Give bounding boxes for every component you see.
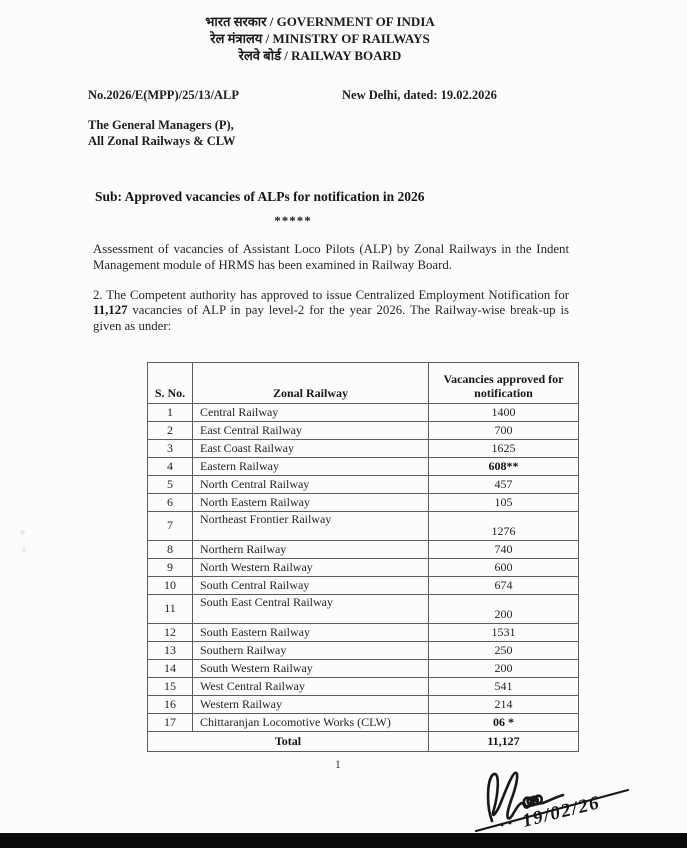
cell-vacancies-approved: 200 — [429, 594, 579, 623]
table-header-row — [148, 362, 579, 403]
header-vacancies-approved: Vacancies approved for notification — [429, 362, 579, 403]
cell-zonal-railway: North Central Railway — [193, 475, 429, 493]
star-separator: ***** — [274, 213, 312, 228]
cell-zonal-railway: East Coast Railway — [193, 439, 429, 457]
total-value: 11,127 — [429, 731, 579, 751]
table-row — [148, 695, 579, 713]
cell-vacancies-approved: 1276 — [429, 511, 579, 540]
page-number: 1 — [335, 759, 341, 771]
cell-zonal-railway: Eastern Railway — [193, 457, 429, 475]
paragraph-2 — [93, 288, 569, 335]
table-row — [148, 475, 579, 493]
cell-serial-number: 15 — [148, 677, 193, 695]
header-sno: S. No. — [148, 362, 193, 403]
table-row — [148, 641, 579, 659]
cell-serial-number: 14 — [148, 659, 193, 677]
table-row — [148, 594, 579, 623]
cell-zonal-railway: Central Railway — [193, 403, 429, 421]
paragraph-2-prefix: 2. The Competent authority has approved to issue Centralized Employment Notification for — [93, 287, 569, 302]
reference-row — [0, 88, 687, 104]
table-row — [148, 713, 579, 731]
subject-line: Sub: Approved vacancies of ALPs for notification in 2026 — [95, 189, 425, 204]
cell-vacancies-approved: 1400 — [429, 403, 579, 421]
addressee-line-1: The General Managers (P), — [88, 118, 234, 132]
cell-vacancies-approved: 06 * — [429, 713, 579, 731]
cell-serial-number: 6 — [148, 493, 193, 511]
cell-vacancies-approved: 1625 — [429, 439, 579, 457]
cell-serial-number: 17 — [148, 713, 193, 731]
cell-zonal-railway: East Central Railway — [193, 421, 429, 439]
cell-zonal-railway: West Central Railway — [193, 677, 429, 695]
cell-serial-number: 3 — [148, 439, 193, 457]
header-zonal-railway: Zonal Railway — [193, 362, 429, 403]
cell-serial-number: 11 — [148, 594, 193, 623]
cell-serial-number: 12 — [148, 623, 193, 641]
table-row — [148, 493, 579, 511]
cell-serial-number: 5 — [148, 475, 193, 493]
cell-vacancies-approved: 700 — [429, 421, 579, 439]
table-row — [148, 677, 579, 695]
total-label: Total — [148, 731, 429, 751]
letterhead — [0, 0, 640, 64]
table-row — [148, 403, 579, 421]
table-row — [148, 659, 579, 677]
table-row — [148, 457, 579, 475]
cell-zonal-railway: Northern Railway — [193, 540, 429, 558]
cell-serial-number: 13 — [148, 641, 193, 659]
cell-serial-number: 16 — [148, 695, 193, 713]
cell-zonal-railway: Western Railway — [193, 695, 429, 713]
cell-zonal-railway: South Central Railway — [193, 576, 429, 594]
scan-smudge — [20, 530, 25, 535]
table-row — [148, 511, 579, 540]
table-row — [148, 421, 579, 439]
cell-zonal-railway: Chittaranjan Locomotive Works (CLW) — [193, 713, 429, 731]
cell-zonal-railway: Southern Railway — [193, 641, 429, 659]
place-and-date: New Delhi, dated: 19.02.2026 — [342, 88, 497, 102]
cell-vacancies-approved: 457 — [429, 475, 579, 493]
cell-vacancies-approved: 105 — [429, 493, 579, 511]
cell-serial-number: 8 — [148, 540, 193, 558]
cell-serial-number: 10 — [148, 576, 193, 594]
cell-zonal-railway: South Western Railway — [193, 659, 429, 677]
signature-dot — [509, 822, 512, 825]
cell-vacancies-approved: 214 — [429, 695, 579, 713]
cell-vacancies-approved: 541 — [429, 677, 579, 695]
cell-vacancies-approved: 250 — [429, 641, 579, 659]
cell-serial-number: 9 — [148, 558, 193, 576]
cell-vacancies-approved: 600 — [429, 558, 579, 576]
cell-zonal-railway: North Eastern Railway — [193, 493, 429, 511]
cell-zonal-railway: North Western Railway — [193, 558, 429, 576]
table-total-row — [148, 731, 579, 751]
vacancies-table — [147, 362, 579, 752]
scan-smudge — [22, 548, 26, 552]
letterhead-line-ministry: रेल मंत्रालय / MINISTRY OF RAILWAYS — [210, 31, 430, 46]
cell-vacancies-approved: 200 — [429, 659, 579, 677]
signature — [468, 765, 678, 843]
paragraph-2-total-number: 11,127 — [93, 303, 128, 318]
table-row — [148, 540, 579, 558]
letterhead-line-govt: भारत सरकार / GOVERNMENT OF INDIA — [205, 14, 435, 29]
scan-bottom-bar — [0, 833, 687, 848]
cell-serial-number: 2 — [148, 421, 193, 439]
cell-serial-number: 4 — [148, 457, 193, 475]
cell-vacancies-approved: 740 — [429, 540, 579, 558]
cell-vacancies-approved: 1531 — [429, 623, 579, 641]
signature-dot — [501, 824, 504, 827]
cell-serial-number: 1 — [148, 403, 193, 421]
addressee-block — [88, 118, 687, 149]
table-row — [148, 558, 579, 576]
cell-serial-number: 7 — [148, 511, 193, 540]
letterhead-line-board: रेलवे बोर्ड / RAILWAY BOARD — [238, 48, 402, 63]
cell-zonal-railway: South East Central Railway — [193, 594, 429, 623]
cell-vacancies-approved: 608** — [429, 457, 579, 475]
table-row — [148, 576, 579, 594]
signature-date: 19/02/26 — [520, 792, 603, 832]
table-row — [148, 623, 579, 641]
paragraph-1: Assessment of vacancies of Assistant Loco Pilots (ALP) by Zonal Railways in the Indent Management module of HRMS has been examined in Railway Board. — [93, 242, 569, 272]
cell-zonal-railway: South Eastern Railway — [193, 623, 429, 641]
reference-number: No.2026/E(MPP)/25/13/ALP — [88, 88, 240, 102]
cell-zonal-railway: Northeast Frontier Railway — [193, 511, 429, 540]
addressee-line-2: All Zonal Railways & CLW — [88, 133, 236, 148]
cell-vacancies-approved: 674 — [429, 576, 579, 594]
table-row — [148, 439, 579, 457]
paragraph-2-suffix: vacancies of ALP in pay level-2 for the year 2026. The Railway-wise break-up is given as under: — [93, 303, 569, 334]
